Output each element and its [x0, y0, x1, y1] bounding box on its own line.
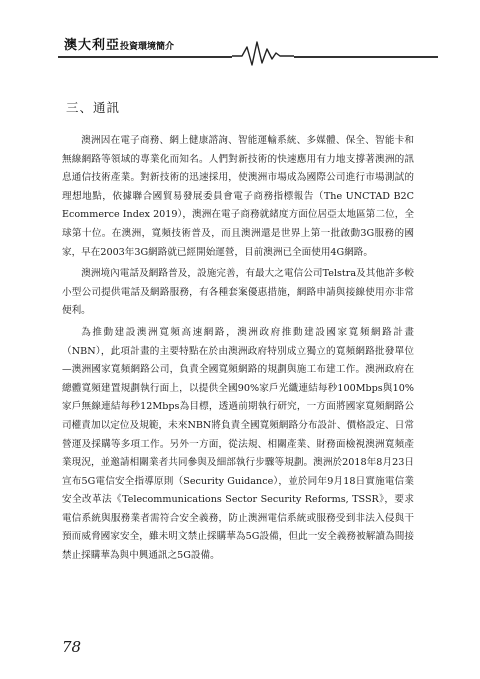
header-title-main: 澳大利亞 [64, 38, 121, 53]
page-number: 78 [62, 638, 82, 656]
paragraph-1: 澳洲因在電子商務、網上健康諮詢、智能運輸系統、多媒體、保全、智能卡和無線網路等領域的專業化而知名。人們對新技術的快速應用有力地支撐著澳洲的訊息通信技術產業。對新技術的迅速採用，使澳洲市場成為國際公司進行市場測試的理想地點，依據聯合國貿易發展委員會電子商務指標報告（The UNCTAD B2C Ecommerce Index 2019），澳洲在電子商務就緒度方面位居亞太地區第二位，全球第十位。在澳洲，寬頻技術普及，而且澳洲還是世界上第一批啟動3G服務的國家，早在2003年3G網路就已經開始運營，目前澳洲已全面使用4G網路。 [62, 135, 414, 258]
page-header [0, 30, 480, 70]
body-text [62, 132, 414, 569]
header-title-sub: 投資環境簡介 [120, 42, 175, 52]
section-heading: 三、通訊 [66, 100, 121, 115]
header-title [64, 34, 174, 53]
paragraph-3: 為推動建設澳洲寬頻高速網路，澳洲政府推動建設國家寬頻網路計畫（NBN），此項計畫的主要特點在於由澳洲政府特別成立獨立的寬頻網路批發單位—澳洲國家寬頻網路公司，負責全國寬頻網路的規劃與施工布建工作。澳洲政府在總體寬頻建置規劃執行面上，以提供全國90%家戶光纖連結每秒100Mbps與10%家戶無線連結每秒12Mbps為目標，透過前期執行研究，一方面將國家寬頻網路公司權責加以定位及規範，未來NBN將負責全國寬頻網路分布設計、價格設定、日常營運及採購等多項工作。另外一方面，從法規、相關產業、財務面檢視澳洲寬頻產業現況，並邀請相關業者共同參與及細部執行步驟等規劃。澳洲於2018年8月23日宣布5G電信安全指導原則（Security Guidance），並於同年9月18日實施電信業安全改革法《Telecommunications Sector Security Reforms, TSSR》，要求電信系統與服務業者需符合安全義務，防止澳洲電信系統或服務受到非法入侵與干預而威脅國家安全，雖未明文禁止採購華為5G設備，但此一安全義務被解讀為間接禁止採購華為與中興通訊之5G設備。 [62, 326, 414, 562]
pulse-line-icon [232, 39, 294, 69]
paragraph-2: 澳洲境內電話及網路普及，設施完善，有最大之電信公司Telstra及其他許多較小型公司提供電話及網路服務，有各種套案優惠措施，網路申請與接線使用亦非常便利。 [62, 268, 414, 317]
